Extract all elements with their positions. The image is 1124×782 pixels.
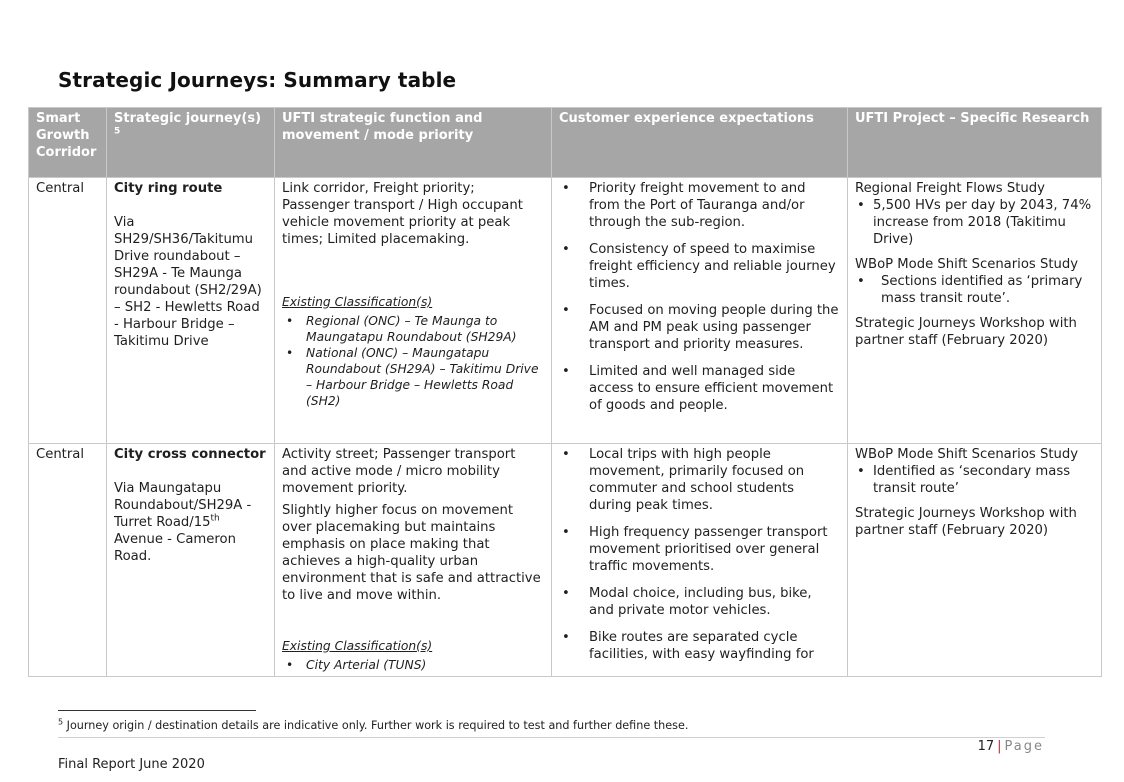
expectations-list [559,446,840,663]
function-text: Activity street; Passenger transport and active mode / micro mobility movement priority. [282,447,516,496]
classification-list [282,657,544,673]
corridor-cell: Central [29,178,107,444]
list-item: • Limited and well managed side access to ensure efficient movement of goods and people. [559,363,840,414]
customer-cell [552,178,848,444]
research-list [855,197,1094,248]
classification-title: Existing Classification(s) [282,639,433,653]
footnote-divider [58,710,256,711]
research-title: Regional Freight Flows Study [855,181,1045,196]
footer-divider [58,737,1045,738]
list-item: • Modal choice, including bus, bike, and private motor vehicles. [559,585,840,619]
research-title: Strategic Journeys Workshop with partner staff (February 2020) [855,506,1077,538]
journey-name: City cross connector [114,447,266,462]
page-number-value: 17 [977,739,995,754]
journey-cell [107,444,275,677]
footnote-text: Journey origin / destination details are indicative only. Further work is required to test and further define these. [63,719,689,732]
classification-item: • National (ONC) – Maungatapu Roundabout (SH29A) – Takitimu Drive – Harbour Bridge – Hewletts Road (SH2) [282,345,544,409]
function-cell [275,178,552,444]
classification-title: Existing Classification(s) [282,295,433,309]
research-cell [848,444,1102,677]
function-text: Link corridor, Freight priority; Passenger transport / High occupant vehicle movement priority at peak times; Limited placemaking. [282,181,523,247]
function-text: Slightly higher focus on movement over placemaking but maintains emphasis on place making that achieves a high-quality urban environment that is safe and attractive to live and move within. [282,503,541,603]
footnote-ref[interactable]: 5 [114,126,121,137]
journey-name: City ring route [114,181,223,196]
page-title: Strategic Journeys: Summary table [58,68,457,92]
research-title: WBoP Mode Shift Scenarios Study [855,447,1079,462]
expectations-list [559,180,840,414]
page-label: Page [1004,739,1044,754]
list-item: • Bike routes are separated cycle facilities, with easy wayfinding for [559,629,840,663]
list-item: • Priority freight movement to and from the Port of Tauranga and/or through the sub-region. [559,180,840,231]
list-item: • Local trips with high people movement, primarily focused on commuter and school students during peak times. [559,446,840,514]
customer-cell [552,444,848,677]
page-number [978,739,1044,754]
function-cell [275,444,552,677]
header-customer: Customer experience expectations [552,108,848,178]
journey-via: Via Maungatapu Roundabout/SH29A - Turret Road/15th Avenue - Cameron Road. [114,481,252,564]
list-item: • Sections identified as ‘primary mass transit route’. [855,273,1094,307]
list-item: • Identified as ‘secondary mass transit route’ [855,463,1094,497]
summary-table [28,107,1102,677]
header-journey-label: Strategic journey(s) [114,111,262,126]
header-research: UFTI Project – Specific Research [848,108,1102,178]
research-title: Strategic Journeys Workshop with partner staff (February 2020) [855,316,1077,348]
table-row [29,178,1102,444]
classification-item: • City Arterial (TUNS) [282,657,544,673]
list-item: • Focused on moving people during the AM and PM peak using passenger transport and priority measures. [559,302,840,353]
research-list [855,273,1094,307]
corridor-cell: Central [29,444,107,677]
header-journey [107,108,275,178]
footnote [58,719,688,732]
journey-via: Via SH29/SH36/Takitumu Drive roundabout – SH29A - Te Maunga roundabout (SH2/29A) – SH2 - Hewletts Road - Harbour Bridge – Takitimu Drive [114,215,262,349]
research-cell [848,178,1102,444]
list-item: • 5,500 HVs per day by 2043, 74% increase from 2018 (Takitimu Drive) [855,197,1094,248]
header-corridor: Smart Growth Corridor [29,108,107,178]
classification-item: • Regional (ONC) – Te Maunga to Maungatapu Roundabout (SH29A) [282,313,544,345]
list-item: • Consistency of speed to maximise freight efficiency and reliable journey times. [559,241,840,292]
header-function: UFTI strategic function and movement / mode priority [275,108,552,178]
research-list [855,463,1094,497]
table-header-row [29,108,1102,178]
journey-cell [107,178,275,444]
research-title: WBoP Mode Shift Scenarios Study [855,257,1079,272]
footnote-marker: 5 [58,717,64,727]
list-item: • High frequency passenger transport movement prioritised over general traffic movements. [559,524,840,575]
table-row [29,444,1102,677]
classification-list [282,313,544,409]
page-separator: | [997,739,1002,754]
report-label: Final Report June 2020 [58,757,205,772]
